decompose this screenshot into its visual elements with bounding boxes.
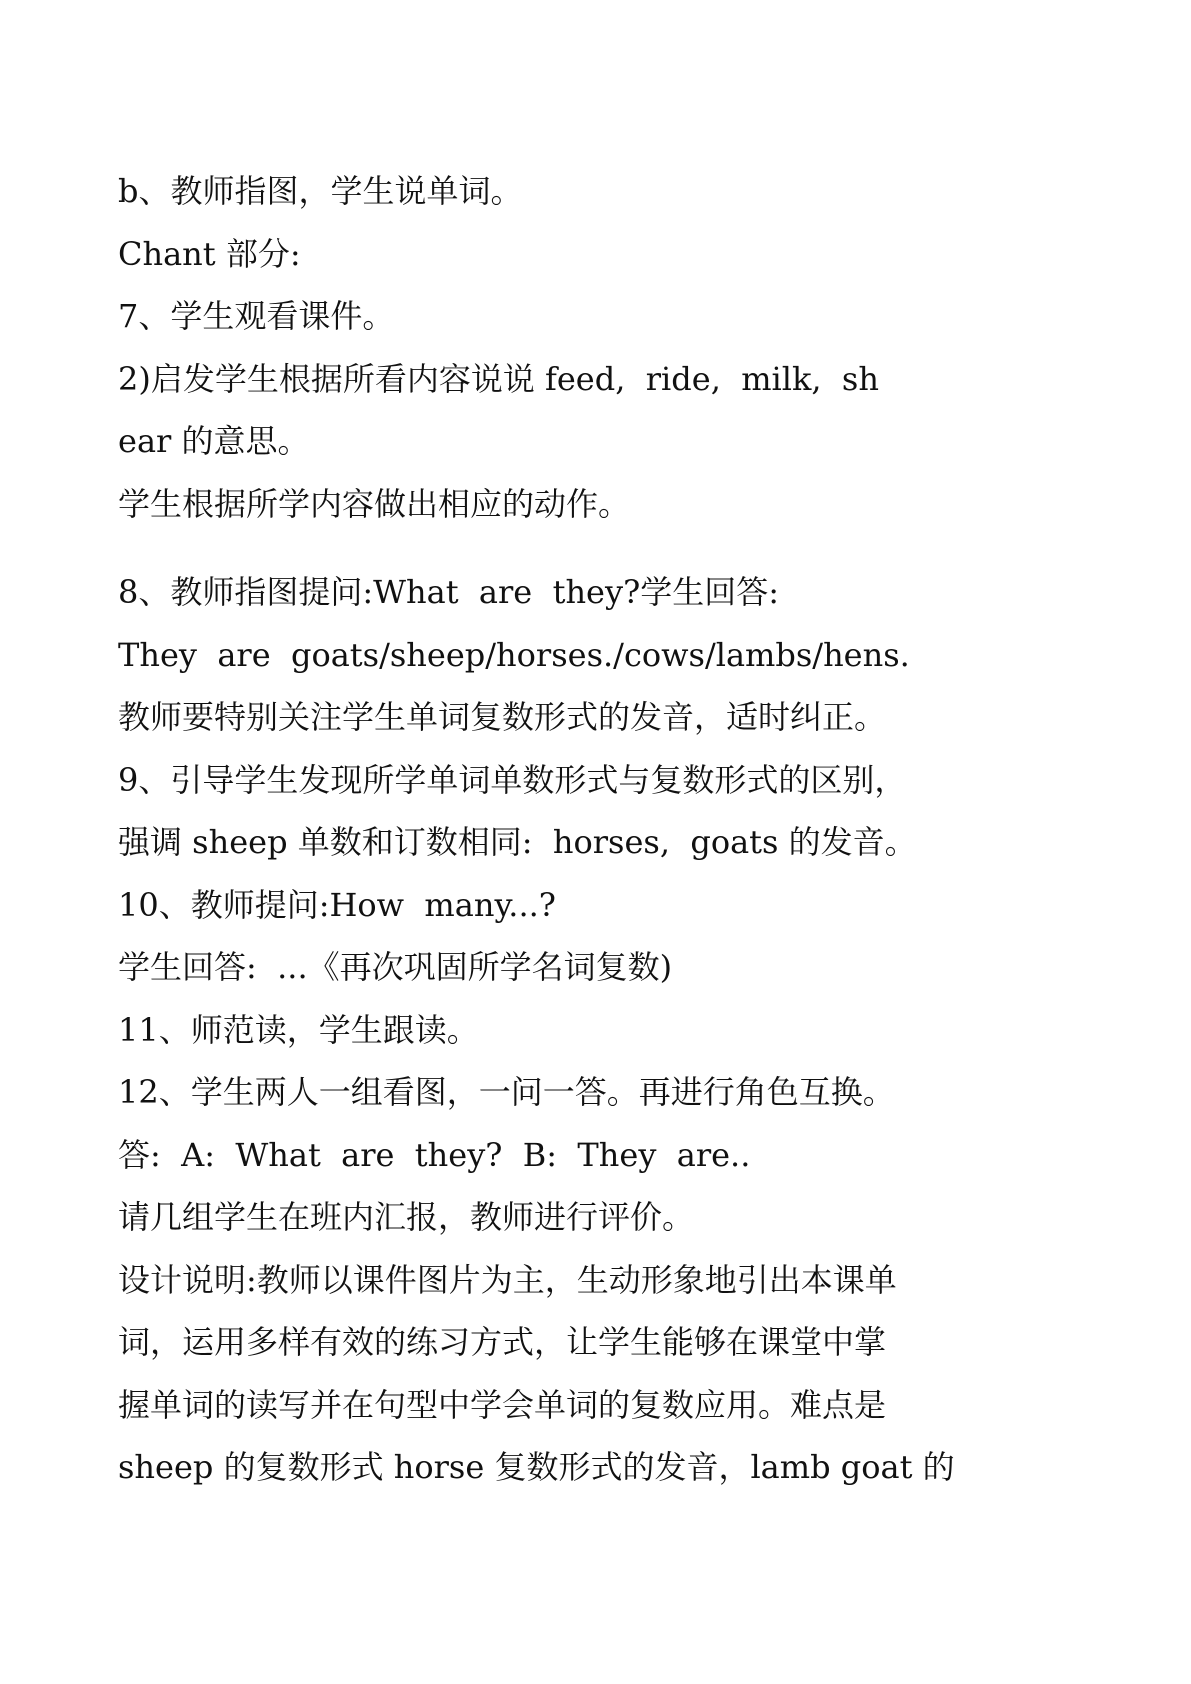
text-line: 学生根据所学内容做出相应的动作。 (118, 484, 631, 523)
text-line: 9、引导学生发现所学单词单数形式与复数形式的区别， (118, 760, 907, 799)
text-line: 11、师范读，学生跟读。 (118, 1010, 479, 1049)
text-line: Chant 部分: (118, 234, 301, 273)
text-line: 词，运用多样有效的练习方式，让学生能够在课堂中掌 (118, 1323, 887, 1361)
text-line: 教师要特别关注学生单词复数形式的发音，适时纠正。 (118, 698, 887, 736)
text-line: 请几组学生在班内汇报，教师进行评价。 (118, 1198, 695, 1236)
text-line: 学生回答: ...《再次巩固所学名词复数) (118, 948, 673, 986)
text-line: 8、教师指图提问:What are they?学生回答: (118, 573, 780, 611)
text-line: 设计说明:教师以课件图片为主，生动形象地引出本课单 (118, 1260, 897, 1299)
document-body (118, 160, 1018, 1499)
text-line: ear 的意思。 (118, 422, 310, 460)
text-line: They are goats/sheep/horses./cows/lambs/hens. (118, 635, 910, 674)
text-line: 7、学生观看课件。 (118, 297, 395, 335)
text-line: sheep 的复数形式 horse 复数形式的发音，lamb goat 的 (118, 1448, 955, 1486)
text-line: 10、教师提问:How many...? (118, 885, 556, 924)
text-line: 握单词的读写并在句型中学会单词的复数应用。难点是 (118, 1385, 887, 1424)
text-line: b、教师指图，学生说单词。 (118, 172, 523, 210)
text-line: 强调 sheep 单数和订数相同: horses, goats 的发音。 (118, 823, 917, 861)
text-line: 2)启发学生根据所看内容说说 feed, ride, milk, sh (118, 359, 879, 398)
paragraph-gap (118, 535, 1018, 561)
text-line: 答: A: What are they? B: They are.. (118, 1135, 751, 1174)
text-line: 12、学生两人一组看图，一问一答。再进行角色互换。 (118, 1073, 895, 1111)
